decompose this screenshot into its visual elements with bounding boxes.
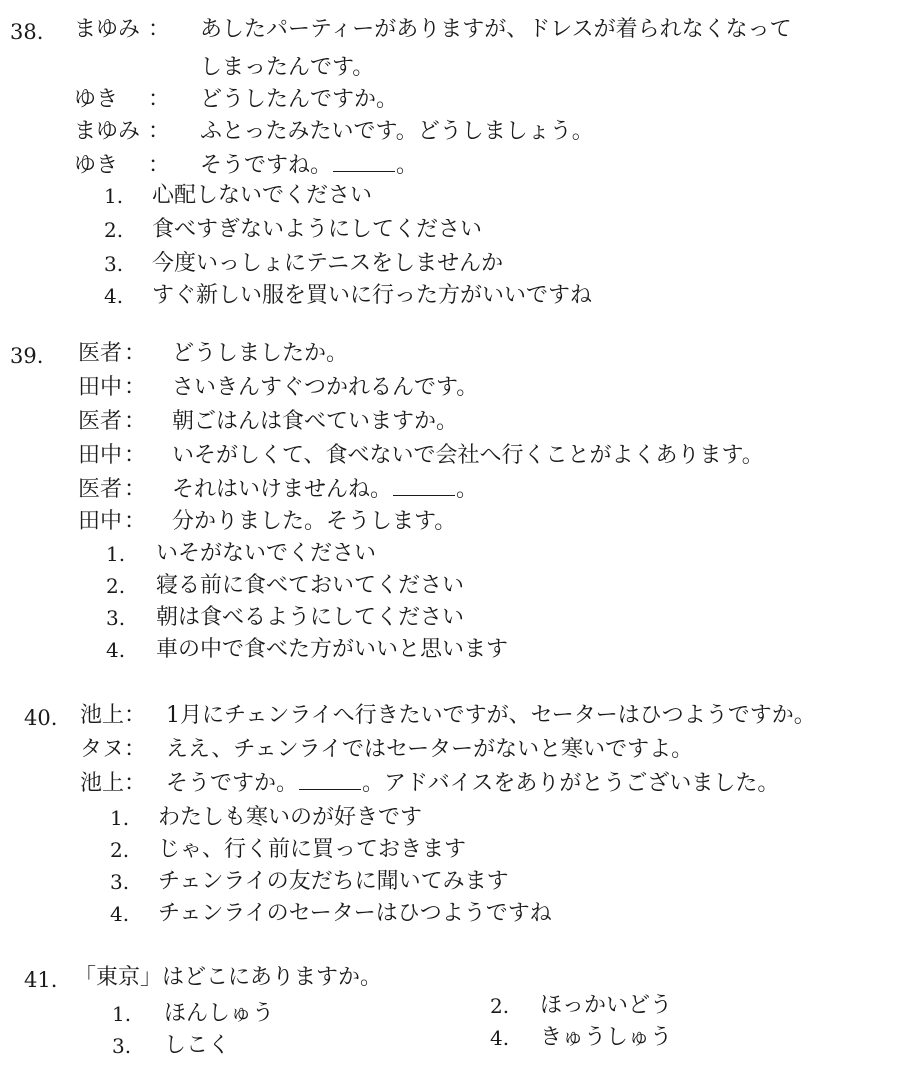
option-text: 心配しないでください (152, 183, 373, 208)
question-number-label: 38. (10, 20, 44, 44)
option-text: わたしも寒いのが好きです (158, 805, 423, 830)
question-stem-text: 「東京」はどこにありますか。 (74, 965, 383, 990)
dialogue-text-pre: 分かりました。そうします。 (172, 509, 457, 534)
speaker-colon: ： (148, 153, 171, 178)
speaker-colon: ： (124, 341, 147, 366)
speaker-name: 池上 (80, 771, 125, 796)
speaker-colon: ： (124, 443, 147, 468)
dialogue-line (0, 10, 909, 50)
option-text: 寝る前に食べておいてください (156, 573, 465, 598)
speaker-name: 田中 (78, 443, 123, 468)
option-number: 1. (106, 542, 126, 566)
question-number-label: 41. (24, 968, 58, 992)
option-text: すぐ新しい服を買いに行った方がいいですね (152, 283, 593, 308)
option-number: 3. (104, 252, 124, 276)
option-number: 1. (110, 806, 130, 830)
option-number: 2. (104, 218, 124, 242)
speaker-colon: ： (124, 375, 147, 400)
option-text: チェンライのセーターはひつようですね (158, 901, 552, 926)
dialogue-text-pre: ええ、チェンライではセーターがないと寒いですよ。 (166, 737, 694, 762)
answer-blank (333, 151, 395, 172)
option-number: 2. (106, 574, 126, 598)
dialogue-text-post: 。 (456, 477, 479, 502)
option-text: 車の中で食べた方がいいと思います (156, 637, 509, 662)
option-number: 3. (106, 606, 126, 630)
option-number: 4. (104, 284, 124, 308)
option-text: じゃ、行く前に買っておきます (158, 837, 467, 862)
dialogue-text-pre: 朝ごはんは食べていますか。 (172, 409, 459, 434)
dialogue-text-pre: いそがしくて、食べないで会社へ行くことがよくあります。 (172, 443, 764, 468)
option-number: 4. (490, 1026, 510, 1050)
dialogue-text-pre: どうしましたか。 (172, 341, 349, 366)
option-number: 3. (112, 1034, 132, 1058)
option-text: 食べすぎないようにしてください (152, 217, 483, 242)
dialogue-text-pre: あしたパーティーがありますが、ドレスが着られなくなって (200, 17, 792, 42)
dialogue-text-pre: ふとったみたいです。どうしましょう。 (200, 119, 594, 144)
speaker-name: 医者 (78, 341, 123, 366)
option-text: チェンライの友だちに聞いてみます (158, 869, 509, 894)
option-text: しこく (164, 1033, 231, 1058)
dialogue-text-post: 。アドバイスをありがとうございました。 (362, 771, 780, 796)
answer-blank (393, 475, 455, 496)
speaker-name: ゆき (74, 87, 119, 112)
dialogue-text-pre: 1月にチェンライへ行きたいですが、セーターはひつようですか。 (166, 703, 816, 728)
dialogue-text-pre: そうですね。 (200, 153, 333, 178)
speaker-colon: ： (148, 119, 171, 144)
dialogue-text-pre: そうですか。 (166, 771, 299, 796)
speaker-colon: ： (124, 771, 147, 796)
option-text: 今度いっしょにテニスをしませんか (152, 251, 504, 276)
question-number-label: 40. (24, 706, 58, 730)
answer-option[interactable] (0, 1018, 909, 1058)
speaker-name: 田中 (78, 375, 123, 400)
speaker-name: まゆみ (74, 119, 141, 144)
speaker-name: タヌ (80, 737, 125, 762)
speaker-colon: ： (124, 737, 147, 762)
dialogue-text-pre: どうしたんですか。 (200, 87, 399, 112)
speaker-colon: ： (124, 703, 147, 728)
option-text: 朝は食べるようにしてください (156, 605, 465, 630)
speaker-name: 池上 (80, 703, 125, 728)
option-number: 4. (110, 902, 130, 926)
option-number: 1. (104, 184, 124, 208)
speaker-name: 田中 (78, 509, 123, 534)
speaker-colon: ： (148, 87, 171, 112)
speaker-name: ゆき (74, 153, 119, 178)
option-text: きゅうしゅう (540, 1025, 673, 1050)
dialogue-text-post: 。 (396, 153, 419, 178)
option-text: ほんしゅう (164, 1001, 275, 1026)
speaker-colon: ： (148, 17, 171, 42)
option-number: 3. (110, 870, 130, 894)
dialogue-text-pre: さいきんすぐつかれるんです。 (172, 375, 479, 400)
option-number: 2. (110, 838, 130, 862)
dialogue-text-pre: それはいけませんね。 (172, 477, 393, 502)
dialogue-text-pre: しまったんです。 (200, 55, 375, 80)
option-number: 2. (490, 994, 510, 1018)
speaker-colon: ： (124, 477, 147, 502)
option-number: 4. (106, 638, 126, 662)
option-number: 1. (112, 1002, 132, 1026)
speaker-name: 医者 (78, 477, 123, 502)
dialogue-text (200, 10, 792, 50)
speaker-colon: ： (124, 409, 147, 434)
option-text: いそがないでください (156, 541, 377, 566)
speaker-name: まゆみ (74, 17, 141, 42)
answer-option[interactable] (0, 276, 909, 316)
speaker-name: 医者 (78, 409, 123, 434)
answer-option[interactable] (0, 894, 909, 934)
answer-option[interactable] (0, 630, 909, 670)
answer-blank (299, 769, 361, 790)
question-number-label: 39. (10, 344, 44, 368)
option-text: ほっかいどう (540, 993, 673, 1018)
speaker-colon: ： (124, 509, 147, 534)
